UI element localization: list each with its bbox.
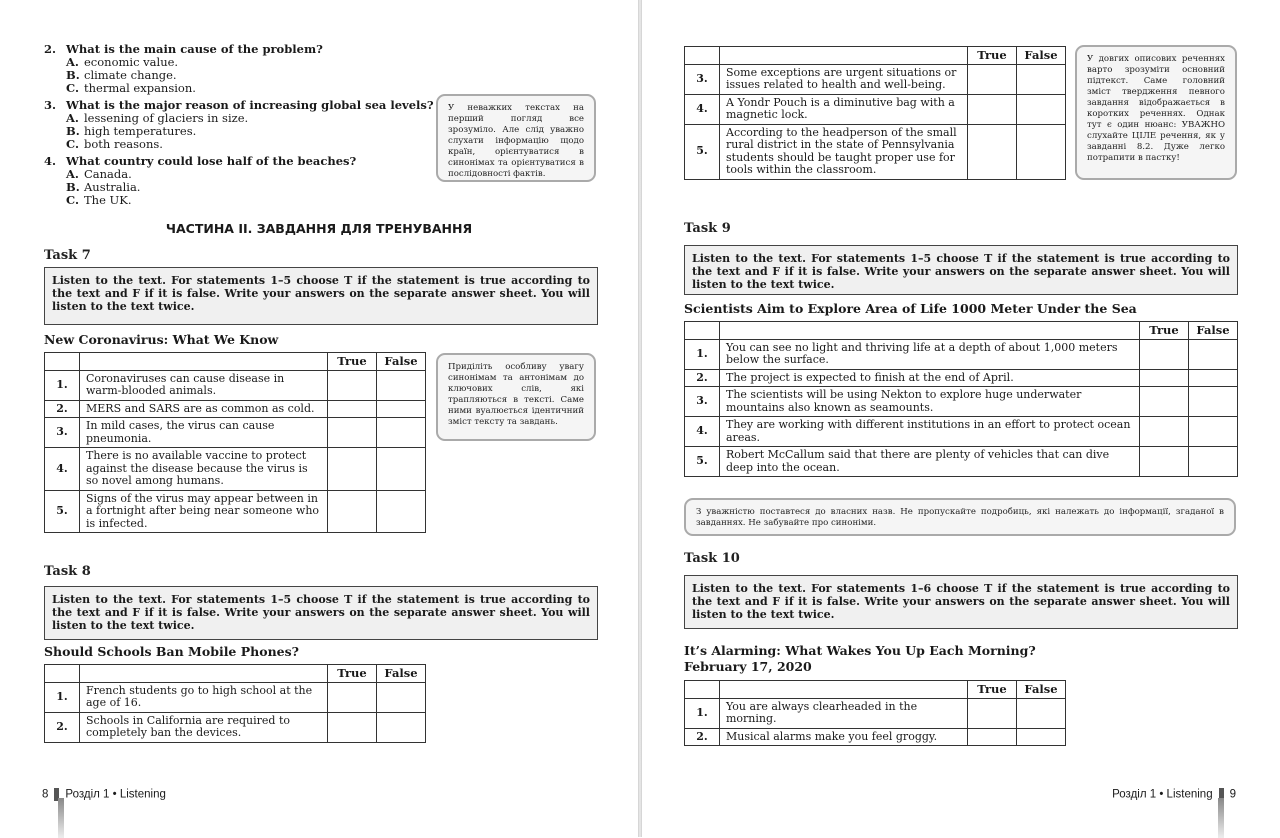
option-letter: B. [66,68,80,82]
task7-table [44,352,426,533]
table-row [685,124,1066,179]
true-answer-cell[interactable] [328,490,377,533]
true-answer-cell[interactable] [968,64,1017,94]
header-empty-cell [685,47,720,65]
option-text: thermal expansion. [84,81,196,95]
statement-number: 1. [685,698,720,728]
statement-text: According to the headperson of the small rural district in the state of Pennsylvania students should be taught proper use for tools within the classroom. [720,124,968,179]
option-text: economic value. [84,55,179,69]
tip-box: З уважністю поставтеся до власних назв. Не пропускайте подробиць, які належать до інформації, згаданої в завданнях. Не забувайте про синоніми. [684,498,1236,536]
statement-number: 2. [45,712,80,742]
table-row [685,698,1066,728]
option-text: both reasons. [84,137,163,151]
header-empty-cell [685,322,720,340]
header-empty-cell [80,665,328,683]
header-false: False [377,353,426,371]
true-answer-cell[interactable] [1140,339,1189,369]
task10-subtitle: It’s Alarming: What Wakes You Up Each Morning? [684,643,1036,658]
table-row [685,387,1238,417]
false-answer-cell[interactable] [377,448,426,491]
header-true: True [1140,322,1189,340]
table-header-row [45,353,426,371]
option-text: The UK. [84,193,132,207]
statement-text: There is no available vaccine to protect against the disease because the virus is so novel among humans. [80,448,328,491]
statement-number: 2. [45,400,80,418]
table-row [685,64,1066,94]
answer-option [44,82,434,95]
statement-number: 1. [685,339,720,369]
false-answer-cell[interactable] [377,682,426,712]
option-text: Australia. [84,180,141,194]
task8-table-continued [684,46,1066,180]
statement-text: Coronaviruses can cause disease in warm-blooded animals. [80,370,328,400]
statement-number: 5. [45,490,80,533]
option-letter: C. [66,137,79,151]
table-row [45,712,426,742]
table-row [685,94,1066,124]
statement-text: In mild cases, the virus can cause pneumonia. [80,418,328,448]
header-true: True [968,47,1017,65]
header-true: True [328,665,377,683]
table-header-row [685,681,1066,699]
option-letter: A. [66,167,79,181]
true-answer-cell[interactable] [328,418,377,448]
statement-text: MERS and SARS are as common as cold. [80,400,328,418]
statement-text: You are always clearheaded in the morning. [720,698,968,728]
question-text: What is the major reason of increasing global sea levels? [66,98,434,112]
table-header-row [45,665,426,683]
statement-number: 4. [685,417,720,447]
tip-box: У неважких текстах на перший погляд все зрозуміло. Але слід уважно слухати інформацію щодо країн, орієнтуватися в синонімах та орієнтуватися в послідовності фактів. [436,94,596,182]
table-row [685,339,1238,369]
table-header-row [685,322,1238,340]
table-row [45,400,426,418]
task7-subtitle: New Coronavirus: What We Know [44,332,279,347]
statement-number: 1. [45,370,80,400]
table-row [685,728,1066,746]
task7-title: Task 7 [44,248,91,263]
true-answer-cell[interactable] [328,712,377,742]
false-answer-cell[interactable] [377,712,426,742]
header-empty-cell [45,353,80,371]
statement-text: Schools in California are required to completely ban the devices. [80,712,328,742]
option-text: Canada. [84,167,132,181]
page-number: 8 [42,788,49,801]
header-false: False [1189,322,1238,340]
false-answer-cell[interactable] [1017,124,1066,179]
option-letter: A. [66,111,79,125]
false-answer-cell[interactable] [1189,417,1238,447]
task9-title: Task 9 [684,221,731,236]
statement-text: Robert McCallum said that there are plenty of vehicles that can dive deep into the ocean. [720,447,1140,477]
statement-number: 3. [685,64,720,94]
header-empty-cell [720,47,968,65]
tip-box: Приділіть особливу увагу синонімам та антонімам до ключових слів, які трапляються в тексті. Саме ними вуалюється ідентичний зміст тексту та завдань. [436,353,596,441]
statement-text: Signs of the virus may appear between in a fortnight after being near someone who is infected. [80,490,328,533]
answer-option [44,138,434,151]
true-answer-cell[interactable] [328,370,377,400]
option-letter: B. [66,180,80,194]
table-row [685,447,1238,477]
false-answer-cell[interactable] [1017,94,1066,124]
false-answer-cell[interactable] [1017,698,1066,728]
true-answer-cell[interactable] [328,400,377,418]
task8-table [44,664,426,743]
statement-number: 3. [45,418,80,448]
task7-instructions: Listen to the text. For statements 1–5 choose T if the statement is true according to the text and F if it is false. Write your answers on the separate answer sheet. You will listen to the text twice. [44,267,598,325]
task10-date: February 17, 2020 [684,659,812,674]
task10-table [684,680,1066,746]
header-false: False [1017,47,1066,65]
right-page [642,0,1280,837]
tip-box: У довгих описових реченнях варто зрозуміти основний підтекст. Саме головний зміст твердження певного завдання відображається в коротких реченнях. Однак тут є один нюанс: УВАЖНО слухайте ЦІЛЕ речення, як у завданні 8.2. Дуже легко потрапити в пастку! [1075,45,1237,180]
table-row [45,490,426,533]
table-row [45,370,426,400]
true-answer-cell[interactable] [968,124,1017,179]
header-empty-cell [685,681,720,699]
task9-subtitle: Scientists Aim to Explore Area of Life 1000 Meter Under the Sea [684,301,1137,316]
header-empty-cell [45,665,80,683]
option-letter: A. [66,55,79,69]
answer-option [44,194,434,207]
statement-text: You can see no light and thriving life at a depth of about 1,000 meters below the surface. [720,339,1140,369]
statement-text: The scientists will be using Nekton to explore huge underwater mountains also known as seamounts. [720,387,1140,417]
true-answer-cell[interactable] [1140,417,1189,447]
option-letter: C. [66,81,79,95]
true-answer-cell[interactable] [1140,387,1189,417]
questions-block [44,43,434,207]
header-empty-cell [720,322,1140,340]
header-false: False [1017,681,1066,699]
question-text: What country could lose half of the beaches? [66,154,357,168]
false-answer-cell[interactable] [1189,339,1238,369]
option-text: climate change. [84,68,177,82]
statement-number: 2. [685,369,720,387]
statement-number: 2. [685,728,720,746]
true-answer-cell[interactable] [1140,369,1189,387]
true-answer-cell[interactable] [328,682,377,712]
statement-text: Musical alarms make you feel groggy. [720,728,968,746]
header-true: True [968,681,1017,699]
header-empty-cell [720,681,968,699]
task10-instructions: Listen to the text. For statements 1–6 choose T if the statement is true according to the text and F if it is false. Write your answers on the separate answer sheet. You will listen to the text twice. [684,575,1238,629]
left-page [0,0,638,837]
true-answer-cell[interactable] [328,448,377,491]
false-answer-cell[interactable] [377,400,426,418]
task9-instructions: Listen to the text. For statements 1–5 choose T if the statement is true according to the text and F if it is false. Write your answers on the separate answer sheet. You will listen to the text twice. [684,245,1238,295]
true-answer-cell[interactable] [1140,447,1189,477]
header-empty-cell [80,353,328,371]
false-answer-cell[interactable] [377,370,426,400]
part-title: ЧАСТИНА ІІ. ЗАВДАННЯ ДЛЯ ТРЕНУВАННЯ [165,221,473,236]
footer-shadow [58,798,64,838]
task8-subtitle: Should Schools Ban Mobile Phones? [44,644,299,659]
question-number: 4. [44,154,57,168]
table-header-row [685,47,1066,65]
true-answer-cell[interactable] [968,728,1017,746]
false-answer-cell[interactable] [377,490,426,533]
header-false: False [377,665,426,683]
statement-text: They are working with different institutions in an effort to protect ocean areas. [720,417,1140,447]
false-answer-cell[interactable] [1189,369,1238,387]
statement-text: Some exceptions are urgent situations or issues related to health and well-being. [720,64,968,94]
table-row [45,448,426,491]
question-text: What is the main cause of the problem? [66,42,323,56]
statement-number: 4. [45,448,80,491]
task10-title: Task 10 [684,551,740,566]
statement-number: 3. [685,387,720,417]
statement-number: 4. [685,94,720,124]
header-true: True [328,353,377,371]
statement-text: The project is expected to finish at the end of April. [720,369,1140,387]
question-number: 3. [44,98,57,112]
table-row [685,369,1238,387]
page-number: 9 [1229,788,1236,801]
section-label: Розділ 1 • Listening [1112,788,1213,801]
statement-number: 1. [45,682,80,712]
false-answer-cell[interactable] [1189,387,1238,417]
statement-number: 5. [685,447,720,477]
table-row [685,417,1238,447]
task8-title: Task 8 [44,564,91,579]
true-answer-cell[interactable] [968,94,1017,124]
option-letter: B. [66,124,80,138]
table-row [45,682,426,712]
option-letter: C. [66,193,79,207]
option-text: lessening of glaciers in size. [84,111,249,125]
table-row [45,418,426,448]
true-answer-cell[interactable] [968,698,1017,728]
option-text: high temperatures. [84,124,197,138]
false-answer-cell[interactable] [1017,64,1066,94]
footer-shadow [1218,798,1224,838]
statement-text: A Yondr Pouch is a diminutive bag with a magnetic lock. [720,94,968,124]
false-answer-cell[interactable] [1189,447,1238,477]
question-number: 2. [44,42,57,56]
statement-number: 5. [685,124,720,179]
section-label: Розділ 1 • Listening [65,788,166,801]
false-answer-cell[interactable] [1017,728,1066,746]
statement-text: French students go to high school at the age of 16. [80,682,328,712]
false-answer-cell[interactable] [377,418,426,448]
task9-table [684,321,1238,477]
task8-instructions: Listen to the text. For statements 1–5 choose T if the statement is true according to the text and F if it is false. Write your answers on the separate answer sheet. You will listen to the text twice. [44,586,598,640]
